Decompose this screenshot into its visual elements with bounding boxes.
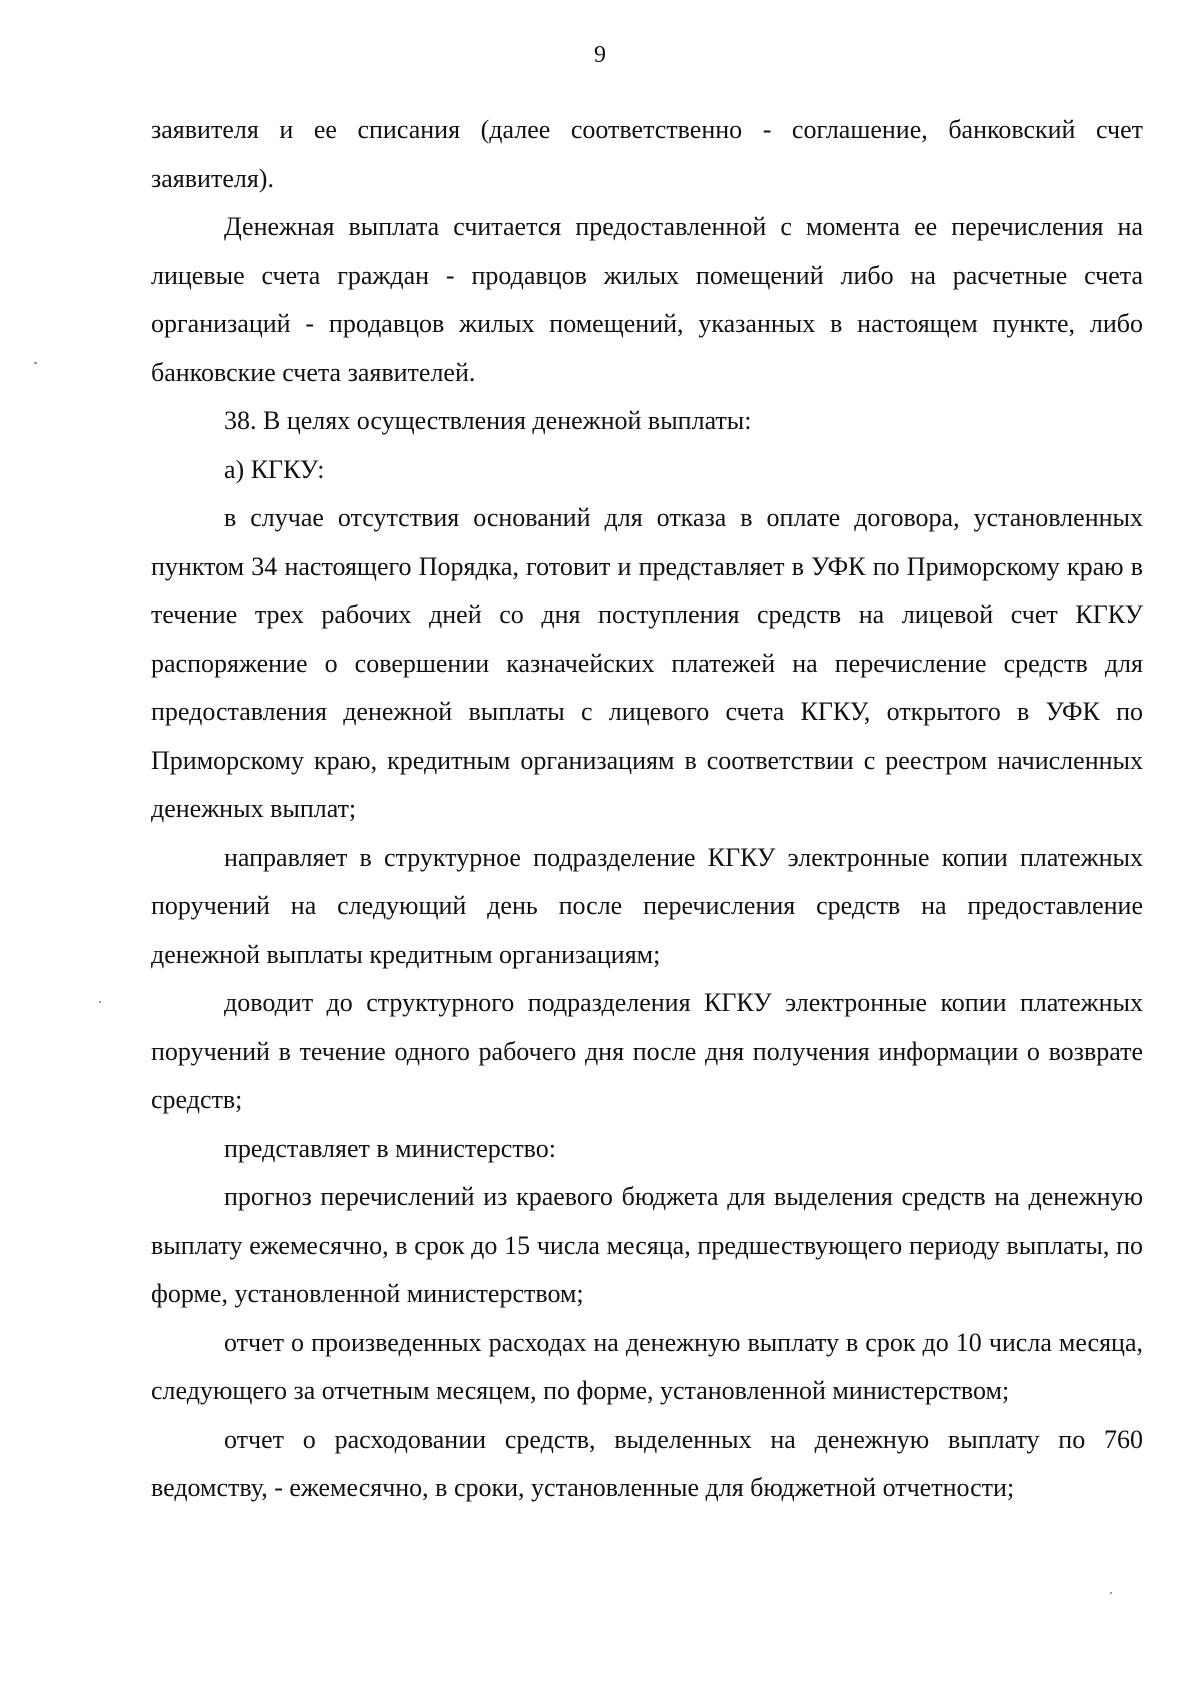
paragraph-spending-report: отчет о расходовании средств, выделенных на денежную выплату по 760 ведомству, - ежемесячно, в сроки, установленные для бюджетной отчетности; (151, 1424, 1143, 1502)
scan-speck (34, 362, 37, 364)
paragraph-submits-to-ministry: представляет в министерство: (224, 1133, 557, 1163)
scan-speck (1110, 1592, 1112, 1594)
paragraph-expenses-report: отчет о произведенных расходах на денежную выплату в срок до 10 числа месяца, следующего за отчетным месяцем, по форме, установленной министерством; (151, 1327, 1143, 1405)
paragraph-subitem-a-kgku: а) КГКУ: (224, 454, 325, 484)
paragraph-sends-payment-copies: направляет в структурное подразделение КГКУ электронные копии платежных поручений на следующий день после перечисления средств на предоставление денежной выплаты кредитным организациям; (151, 842, 1143, 969)
page-number: 9 (594, 42, 606, 68)
paragraph-delivers-return-copies: доводит до структурного подразделения КГКУ электронные копии платежных поручений в течение одного рабочего дня после дня получения информации о возврате средств; (151, 988, 1143, 1114)
paragraph-forecast-transfers: прогноз перечислений из краевого бюджета для выделения средств на денежную выплату ежемесячно, в срок до 15 числа месяца, предшествующего периоду выплаты, по форме, установленной министерством; (151, 1182, 1143, 1308)
document-body (151, 106, 1143, 1513)
paragraph-account-definition: заявителя и ее списания (далее соответственно - соглашение, банковский счет заявителя). (151, 115, 1143, 193)
paragraph-prepares-payment-order: в случае отсутствия оснований для отказа в оплате договора, установленных пунктом 34 настоящего Порядка, готовит и представляет в УФК по Приморскому краю в течение трех рабочих дней со дня поступления средств на лицевой счет КГКУ распоряжение о совершении казначейских платежей на перечисление средств для предоставления денежной выплаты с лицевого счета КГКУ, открытого в УФК по Приморскому краю, кредитным организациям в соответствии с реестром начисленных денежных выплат; (151, 503, 1143, 823)
paragraph-item-38-heading: 38. В целях осуществления денежной выплаты: (224, 406, 752, 435)
paragraph-payment-considered-provided: Денежная выплата считается предоставленной с момента ее перечисления на лицевые счета граждан - продавцов жилых помещений либо на расчетные счета организаций - продавцов жилых помещений, указанных в настоящем пункте, либо банковские счета заявителей. (151, 212, 1143, 387)
scan-speck (99, 1001, 101, 1003)
